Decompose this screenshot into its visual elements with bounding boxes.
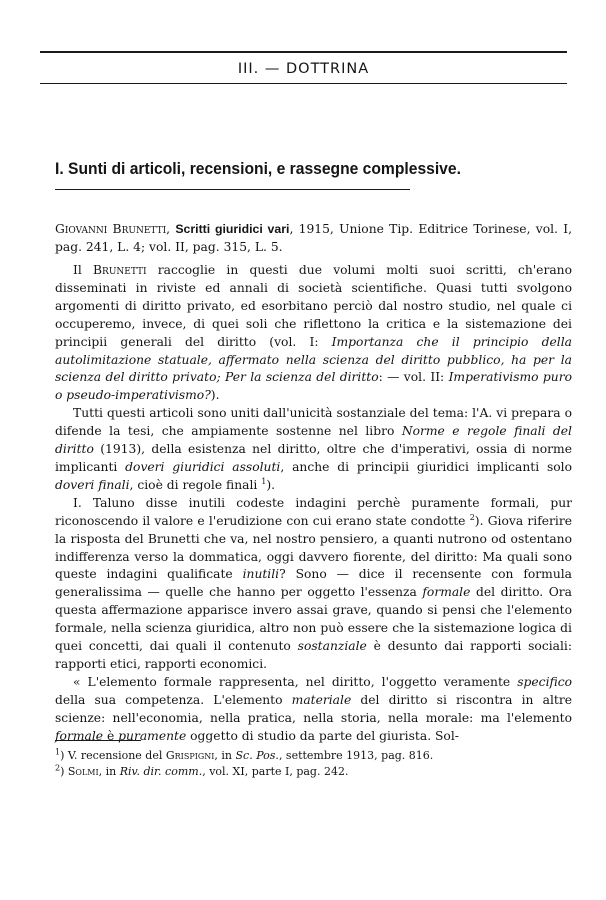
text-run: , in <box>98 765 120 778</box>
footnotes <box>55 748 572 780</box>
text-run: ). Giova riferire la risposta del Brunetti che va, nel nostro pensiero, a quanti nutrono od ostentano indifferenza verso la dommatica, oggi davvero fiorente, del diritto: Ma quali sono queste indagini qualificate <box>55 513 572 582</box>
italic-run: Imperativismo puro o pseudo-imperativismo? <box>55 370 572 403</box>
text-run: ) <box>60 765 68 778</box>
footnote-ref: 1 <box>261 476 267 486</box>
bibliography-line: Giovanni Brunetti, Scritti giuridici vari, 1915, Unione Tip. Editrice Torinese, vol. I, pag. 241, L. 4; vol. II, pag. 315, L. 5. <box>55 222 572 254</box>
text-run: I. Taluno disse inutili codeste indagini perchè puramente formali, pur riconoscendo il valore e l'erudizione con cui erano state condotte <box>55 495 572 528</box>
footnote-number: 1 <box>55 747 61 757</box>
header-top-rule <box>40 51 567 53</box>
footnote-separator <box>55 740 141 741</box>
text-run: , cioè di regole finali <box>129 477 262 492</box>
italic-run: Norme e regole finali del diritto <box>55 424 572 457</box>
italic-run: formale <box>422 585 471 600</box>
italic-run: formale <box>55 728 104 743</box>
paragraph-1 <box>55 262 572 405</box>
text-run: della sua competenza. L'elemento <box>55 692 292 707</box>
italic-run: doveri giuridici assoluti <box>125 459 281 474</box>
italic-run: puramente <box>118 728 187 743</box>
italic-run: Importanza che il principio della autolimitazione statuale, affermato nella scienza del diritto pubblico, ha per la scienza del diritto privato; Per la scienza del diritto <box>55 334 572 385</box>
bib-author: Giovanni Brunetti <box>55 222 167 236</box>
text-run: Tutti questi articoli sono uniti dall'unicità sostanziale del tema: l'A. vi prepara o difende la tesi, che ampiamente sostenne nel libro <box>55 406 572 439</box>
header-bottom-rule <box>40 83 567 84</box>
text-run: ). <box>210 388 220 403</box>
text-run: , anche di principii giuridici implicanti solo <box>280 459 573 474</box>
italic-run: materiale <box>291 692 352 707</box>
italic-run: inutili <box>242 567 280 582</box>
text-run: , settembre 1913, pag. 816. <box>278 749 434 762</box>
text-run: ). <box>266 477 276 492</box>
bibliography-entry <box>55 221 572 257</box>
text-run: oggetto di studio da parte del giurista. Sol- <box>186 728 459 743</box>
text-run: raccoglie in questi due volumi molti suoi scritti, ch'erano disseminati in riviste ed annali di società scientifiche. Quasi tutti svolgono argomenti di diritto privato, ed esorbitano perciò dal nostro studio, nel quale ci occuperemo, invece, di quei soli che riflettono la critica e la sistemazione dei principii generali del diritto (vol. I: <box>55 263 572 349</box>
text-run: (1913), della esistenza nel diritto, oltre che d'imperativi, ossia di norme implicanti <box>55 442 572 474</box>
footnote-number: 2 <box>55 763 61 773</box>
paragraph-2 <box>55 405 572 495</box>
paragraph-4 <box>55 674 572 746</box>
text-run: : — vol. II: <box>378 370 449 385</box>
text-run: è <box>103 728 119 743</box>
paragraph-3 <box>55 495 572 674</box>
text-run: , in <box>214 749 236 762</box>
running-head: III. — DOTTRINA <box>237 61 370 77</box>
text-run: del diritto. Ora questa affermazione apparisce invero assai grave, quando si pensi che l'elemento formale, nella scienza giuridica, altro non può essere che la sistemazione logica di quei concetti, dai quali il contenuto <box>55 585 573 654</box>
italic-run: Riv. dir. comm. <box>119 765 203 778</box>
text-run: del diritto si riscontra in altre scienze: nell'economia, nella pratica, nella storia, nella morale: ma l'elemento <box>55 692 572 725</box>
text-run: ? Sono — dice il recensente con formula generalissima — quelle che hanno per oggetto l'essenza <box>55 567 573 600</box>
text-run: , vol. XI, parte I, pag. 242. <box>202 765 349 778</box>
italic-run: Sc. Pos. <box>235 749 279 762</box>
italic-run: doveri finali <box>55 477 130 492</box>
author-name: Solmi <box>67 765 99 778</box>
bib-title: Scritti giuridici vari <box>175 222 290 236</box>
italic-run: specifico <box>517 674 572 689</box>
author-name: Grispigni <box>165 749 215 762</box>
section-title-rule <box>55 189 410 190</box>
bib-details: , 1915, Unione Tip. Editrice Torinese, vol. I, pag. 241, L. 4; vol. II, pag. 315, L. 5. <box>55 222 572 254</box>
text-run: Il <box>73 263 93 277</box>
footnote-2 <box>55 764 572 780</box>
text-run: è desunto dai rapporti sociali: rapporti etici, rapporti economici. <box>55 639 572 671</box>
text-run: ) V. recensione del <box>60 749 166 762</box>
footnote-1 <box>55 748 572 764</box>
footnote-ref: 2 <box>469 512 475 522</box>
text-run: « L'elemento formale rappresenta, nel diritto, l'oggetto veramente <box>73 674 518 689</box>
author-name: Brunetti <box>93 263 147 277</box>
article-body <box>55 262 572 745</box>
italic-run: sostanziale <box>297 639 367 654</box>
section-title: I. Sunti di articoli, recensioni, e rassegne complessive. <box>55 159 461 178</box>
